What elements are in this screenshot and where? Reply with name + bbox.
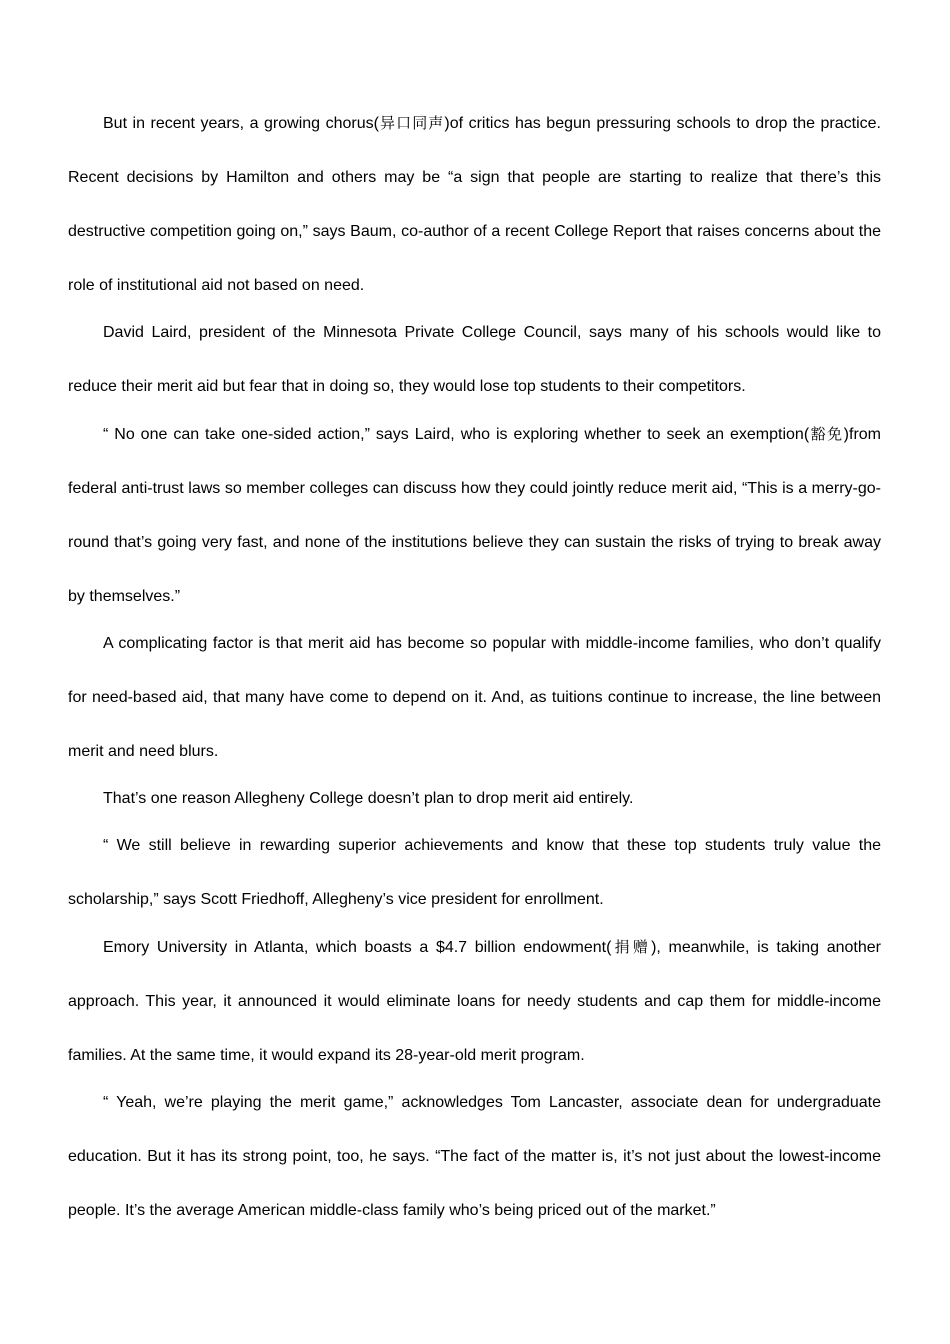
paragraph-text: “ Yeah, we’re playing the merit game,” acknowledges Tom Lancaster, associate dean for undergraduate education. But it has its strong point, too, he says. “The fact of the matter is, it’s not just about the lowest-income people. It’s the average American middle-class family who’s being priced out of the market.” (68, 1094, 881, 1219)
chinese-gloss: 捐赠 (611, 938, 652, 956)
paragraph-text: “ No one can take one-sided action,” says Laird, who is exploring whether to seek an exemption( (103, 426, 810, 443)
paragraph (68, 920, 881, 1083)
paragraph (68, 772, 881, 826)
chinese-gloss: 异口同声 (378, 114, 445, 132)
paragraph-text: That’s one reason Allegheny College doesn’t plan to drop merit aid entirely. (103, 790, 634, 807)
paragraph (68, 617, 881, 779)
paragraph-text: )from federal anti-trust laws so member colleges can discuss how they could jointly reduce merit aid, “This is a merry-go-round that’s going very fast, and none of the institutions believe they can sustain the risks of trying to break away by themselves.” (68, 426, 881, 605)
paragraph-text: David Laird, president of the Minnesota Private College Council, says many of his schools would like to reduce their merit aid but fear that in doing so, they would lose top students to their competitors. (68, 324, 881, 395)
document-page (68, 96, 881, 1238)
paragraph-text: )of critics has begun pressuring schools to drop the practice. Recent decisions by Hamilton and others may be “a sign that people are starting to realize that there’s this destructive competition going on,” says Baum, co-author of a recent College Report that raises concerns about the role of institutional aid not based on need. (68, 115, 881, 294)
paragraph (68, 96, 881, 313)
paragraph (68, 407, 881, 624)
paragraph-text: ), meanwhile, is taking another approach. This year, it announced it would eliminate loans for needy students and cap them for middle-income families. At the same time, it would expand its 28-year-old merit program. (68, 939, 882, 1064)
paragraph-text: But in recent years, a growing chorus( (103, 115, 379, 132)
paragraph (68, 306, 881, 414)
paragraph (68, 819, 881, 927)
paragraph-text: Emory University in Atlanta, which boasts a $4.7 billion endowment( (103, 939, 612, 956)
chinese-gloss: 豁免 (809, 425, 844, 443)
paragraph (68, 1076, 881, 1238)
paragraph-text: A complicating factor is that merit aid has become so popular with middle-income families, who don’t qualify for need-based aid, that many have come to depend on it. And, as tuitions continue to increase, the line between merit and need blurs. (68, 635, 881, 760)
paragraph-text: “ We still believe in rewarding superior achievements and know that these top students truly value the scholarship,” says Scott Friedhoff, Allegheny’s vice president for enrollment. (68, 837, 881, 908)
